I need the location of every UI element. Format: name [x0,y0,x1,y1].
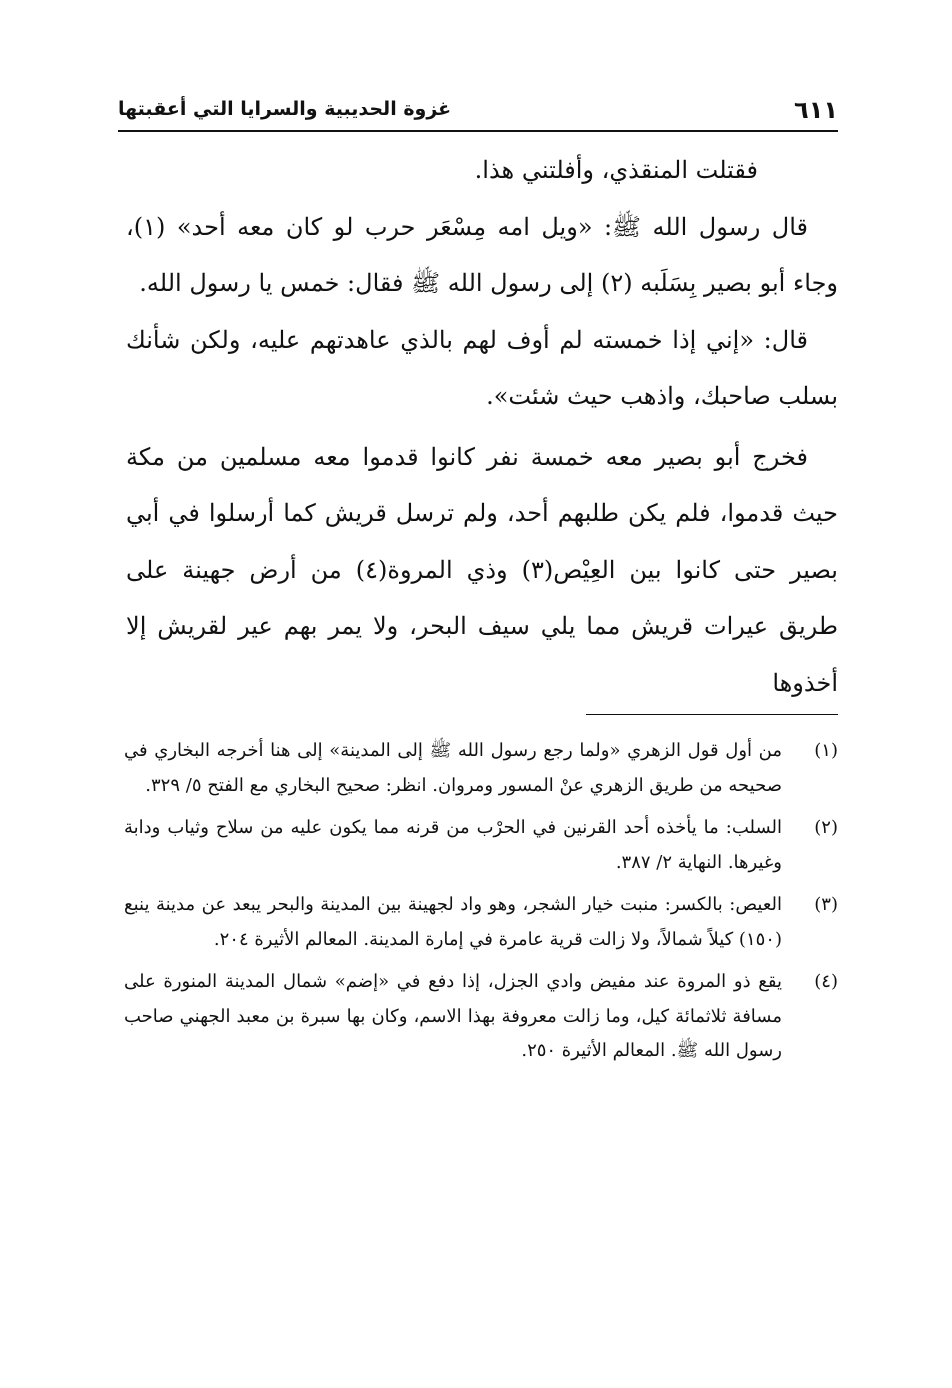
paragraph: فقتلت المنقذي، وأفلتني هذا. [474,156,758,184]
footnote-number: (١) [814,740,838,761]
footnote-number: (٢) [814,817,838,838]
page-header [118,94,838,130]
running-title: غزوة الحديبية والسرايا التي أعقبتها [118,98,452,120]
footnote-number: (٣) [814,894,838,915]
footnote-number: (٤) [814,971,838,992]
header-rule [118,130,838,132]
footnote-separator [586,714,838,715]
footnote [124,811,838,880]
footnote-text: العيص: بالكسر: منبت خيار الشجر، وهو واد لجهينة بين المدينة والبحر يبعد عن مدينة ينبع (١٥٠) كيلاً شمالاً، ولا زالت قرية عامرة في إمارة المدينة. المعالم الأثيرة ٢٠٤. [124,894,782,950]
footnote-text: يقع ذو المروة عند مفيض وادي الجزل، إذا دفع في «إضم» شمال المدينة المنورة على مسافة ثلاثمائة كيل، وما زالت معروفة بهذا الاسم، وكان بها سبرة بن معبد الجهني صاحب رسول الله ﷺ. المعالم الأثيرة ٢٥٠. [124,971,782,1061]
paragraph: قال: «إني إذا خمسته لم أوف لهم بالذي عاهدتهم عليه، ولكن شأنك بسلب صاحبك، واذهب حيث شئت». [126,325,838,410]
footnote-text: السلب: ما يأخذه أحد القرنين في الحرْب من قرنه مما يكون عليه من سلاح وثياب ودابة وغيرها. النهاية ٢/ ٣٨٧. [124,817,782,873]
paragraph: قال رسول الله ﷺ: «ويل امه مِسْعَر حرب لو كان معه أحد» (١)، وجاء أبو بصير بِسَلَبه (٢) إلى رسول الله ﷺ فقال: خمس يا رسول الله. [126,212,838,297]
page-number: ٦١١ [794,96,838,124]
footnote [124,734,838,803]
footnote-text: من أول قول الزهري «ولما رجع رسول الله ﷺ إلى المدينة» إلى هنا أخرجه البخاري في صحيحه من طريق الزهري عنْ المسور ومروان. انظر: صحيح البخاري مع الفتح ٥/ ٣٢٩. [124,740,782,796]
footnote [124,888,838,957]
footnote [124,965,838,1069]
footnotes [124,734,838,1077]
main-text [126,142,838,711]
paragraph: فخرج أبو بصير معه خمسة نفر كانوا قدموا معه مسلمين من مكة حيث قدموا، فلم يكن طلبهم أحد، ولم ترسل قريش كما أرسلوا في أبي بصير حتى كانوا بين العِيْص(٣) وذي المروة(٤) من أرض جهينة على طريق عيرات قريش مما يلي سيف البحر، ولا يمر بهم عير لقريش إلا أخذوها [126,442,838,697]
